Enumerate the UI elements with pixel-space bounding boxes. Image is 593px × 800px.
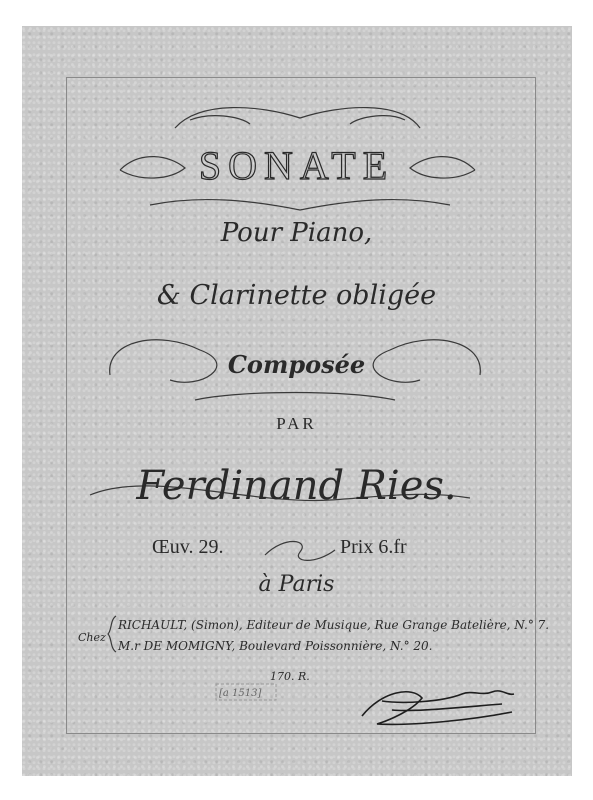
plate-number: 170. R. (270, 670, 310, 683)
composer-name: Ferdinand Ries. (136, 463, 457, 509)
price: Prix 6.fr (340, 536, 407, 558)
opus-flourish (265, 541, 335, 560)
publisher-richault: RICHAULT, (Simon), Editeur de Musique, Rue Grange Batelière, N.° 7. (118, 618, 550, 632)
label-chez: Chez (78, 631, 106, 644)
signature-image (352, 676, 522, 736)
place-paris: à Paris (258, 572, 335, 597)
publisher-momigny: M.r DE MOMIGNY, Boulevard Poissonnière, N.° 20. (118, 639, 433, 653)
label-par: PAR (276, 414, 317, 433)
top-flourish (175, 108, 420, 128)
subtitle-clarinette: & Clarinette obligée (156, 280, 437, 311)
opus-number: Œuv. 29. (152, 536, 224, 558)
catalog-stamp: [a 1513] (219, 688, 262, 699)
title-sonate: SONATE (198, 143, 395, 188)
publisher-brace (108, 616, 116, 652)
label-composee: Composée (227, 350, 366, 379)
subtitle-pour-piano: Pour Piano, (220, 218, 373, 248)
